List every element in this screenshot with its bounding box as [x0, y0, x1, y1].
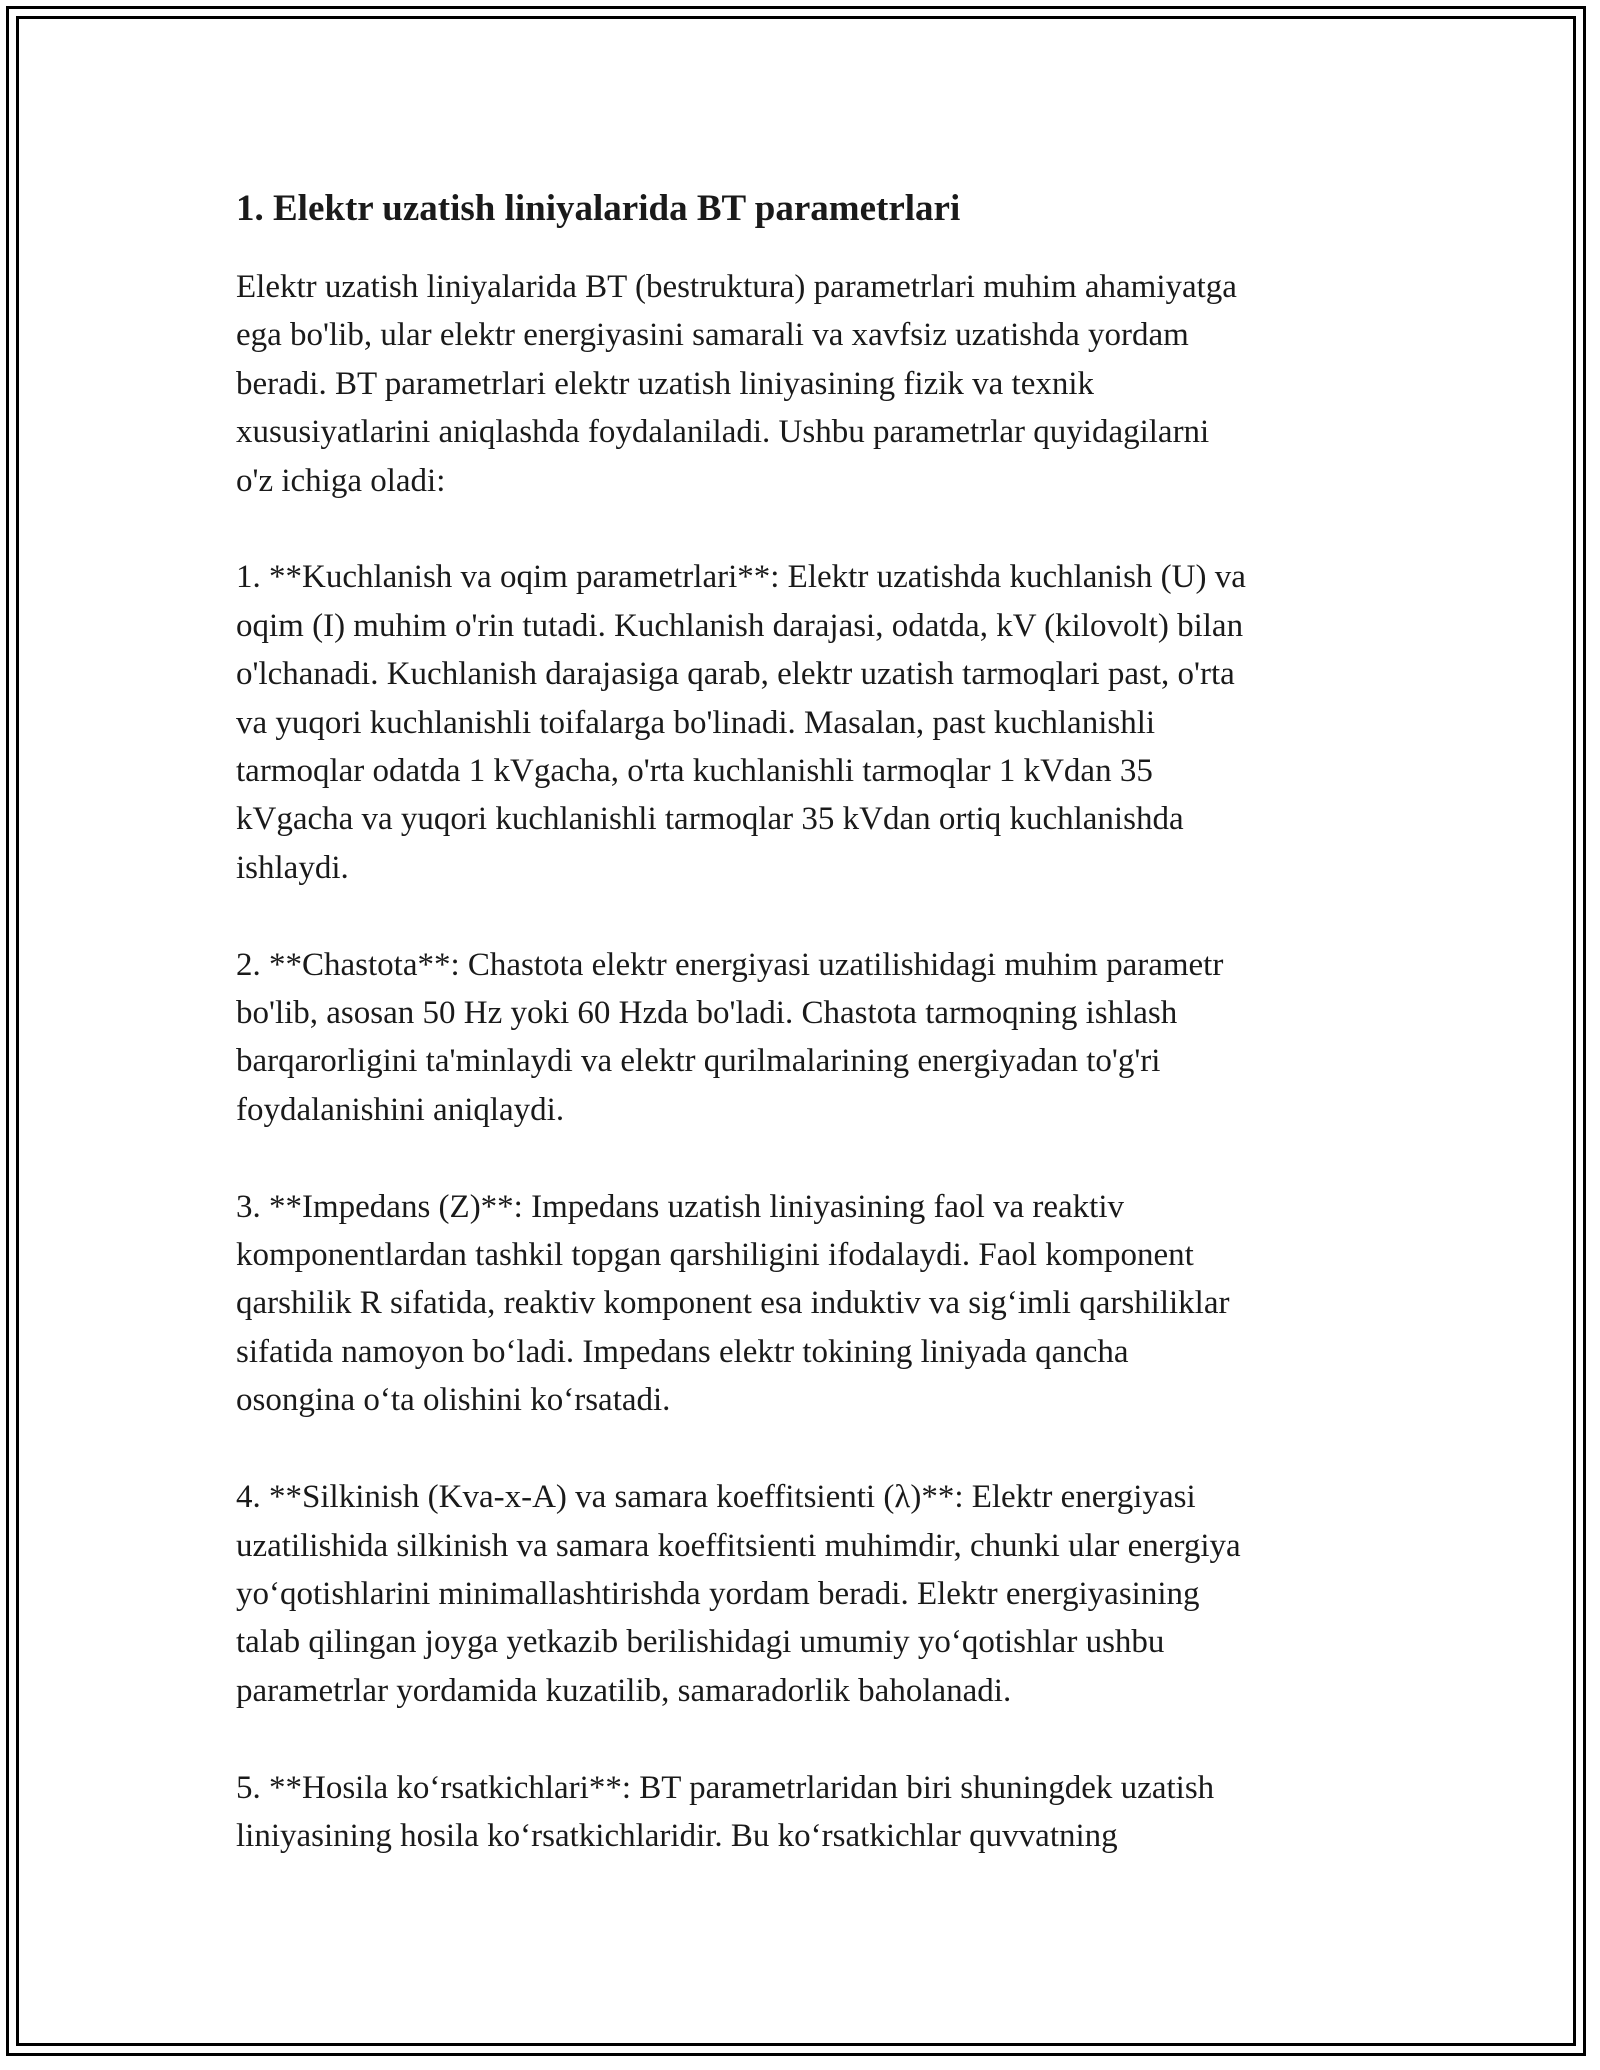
list-item-voltage-current: 1. **Kuchlanish va oqim parametrlari**: Elektr uzatishda kuchlanish (U) va oqim (I) muhim o'rin tutadi. Kuchlanish darajasi, odatda, kV (kilovolt) bilan o'lchanadi. Kuchlanish darajasiga qarab, elektr uzatish tarmoqlari past, o'rta va yuqori kuchlanishli toifalarga bo'linadi. Masalan, past kuchlanishli tarmoqlar odatda 1 kVgacha, o'rta kuchlanishli tarmoqlar 1 kVdan 35 kVgacha va yuqori kuchlanishli tarmoqlar 35 kVdan ortiq kuchlanishda ishlaydi. — [236, 559, 1246, 886]
section-heading: 1. Elektr uzatish liniyalarida BT parametrlari — [236, 188, 961, 229]
list-item-impedance: 3. **Impedans (Z)**: Impedans uzatish liniyasining faol va reaktiv komponentlardan tashkil topgan qarshiligini ifodalaydi. Faol komponent qarshilik R sifatida, reaktiv komponent esa induktiv va sig‘imli qarshiliklar sifatida namoyon bo‘ladi. Impedans elektr tokining liniyada qancha osongina o‘ta olishini ko‘rsatadi. — [236, 1188, 1230, 1419]
document-body — [236, 185, 1366, 1860]
list-item-frequency: 2. **Chastota**: Chastota elektr energiyasi uzatilishidagi muhim parametr bo'lib, asosan 50 Hz yoki 60 Hzda bo'ladi. Chastota tarmoqning ishlash barqarorligini ta'minlaydi va elektr qurilmalarining energiyadan to'g'ri foydalanishini aniqlaydi. — [236, 946, 1224, 1128]
list-item-derived-indicators: 5. **Hosila ko‘rsatkichlari**: BT parametrlaridan biri shuningdek uzatish liniyasining hosila ko‘rsatkichlaridir. Bu ko‘rsatkichlar quvvatning — [236, 1769, 1215, 1854]
intro-paragraph: Elektr uzatish liniyalarida BT (bestruktura) parametrlari muhim ahamiyatga ega bo'lib, ular elektr energiyasini samarali va xavfsiz uzatishda yordam beradi. BT parametrlari elektr uzatish liniyasining fizik va texnik xususiyatlarini aniqlashda foydalaniladi. Ushbu parametrlar quyidagilarni o'z ichiga oladi: — [236, 269, 1237, 499]
list-item-efficiency: 4. **Silkinish (Kva-x-A) va samara koeffitsienti (λ)**: Elektr energiyasi uzatilishida silkinish va samara koeffitsienti muhimdir, chunki ular energiya yo‘qotishlarini minimallashtirishda yordam beradi. Elektr energiyasining talab qilingan joyga yetkazib berilishidagi umumiy yo‘qotishlar ushbu parametrlar yordamida kuzatilib, samaradorlik baholanadi. — [236, 1479, 1241, 1709]
